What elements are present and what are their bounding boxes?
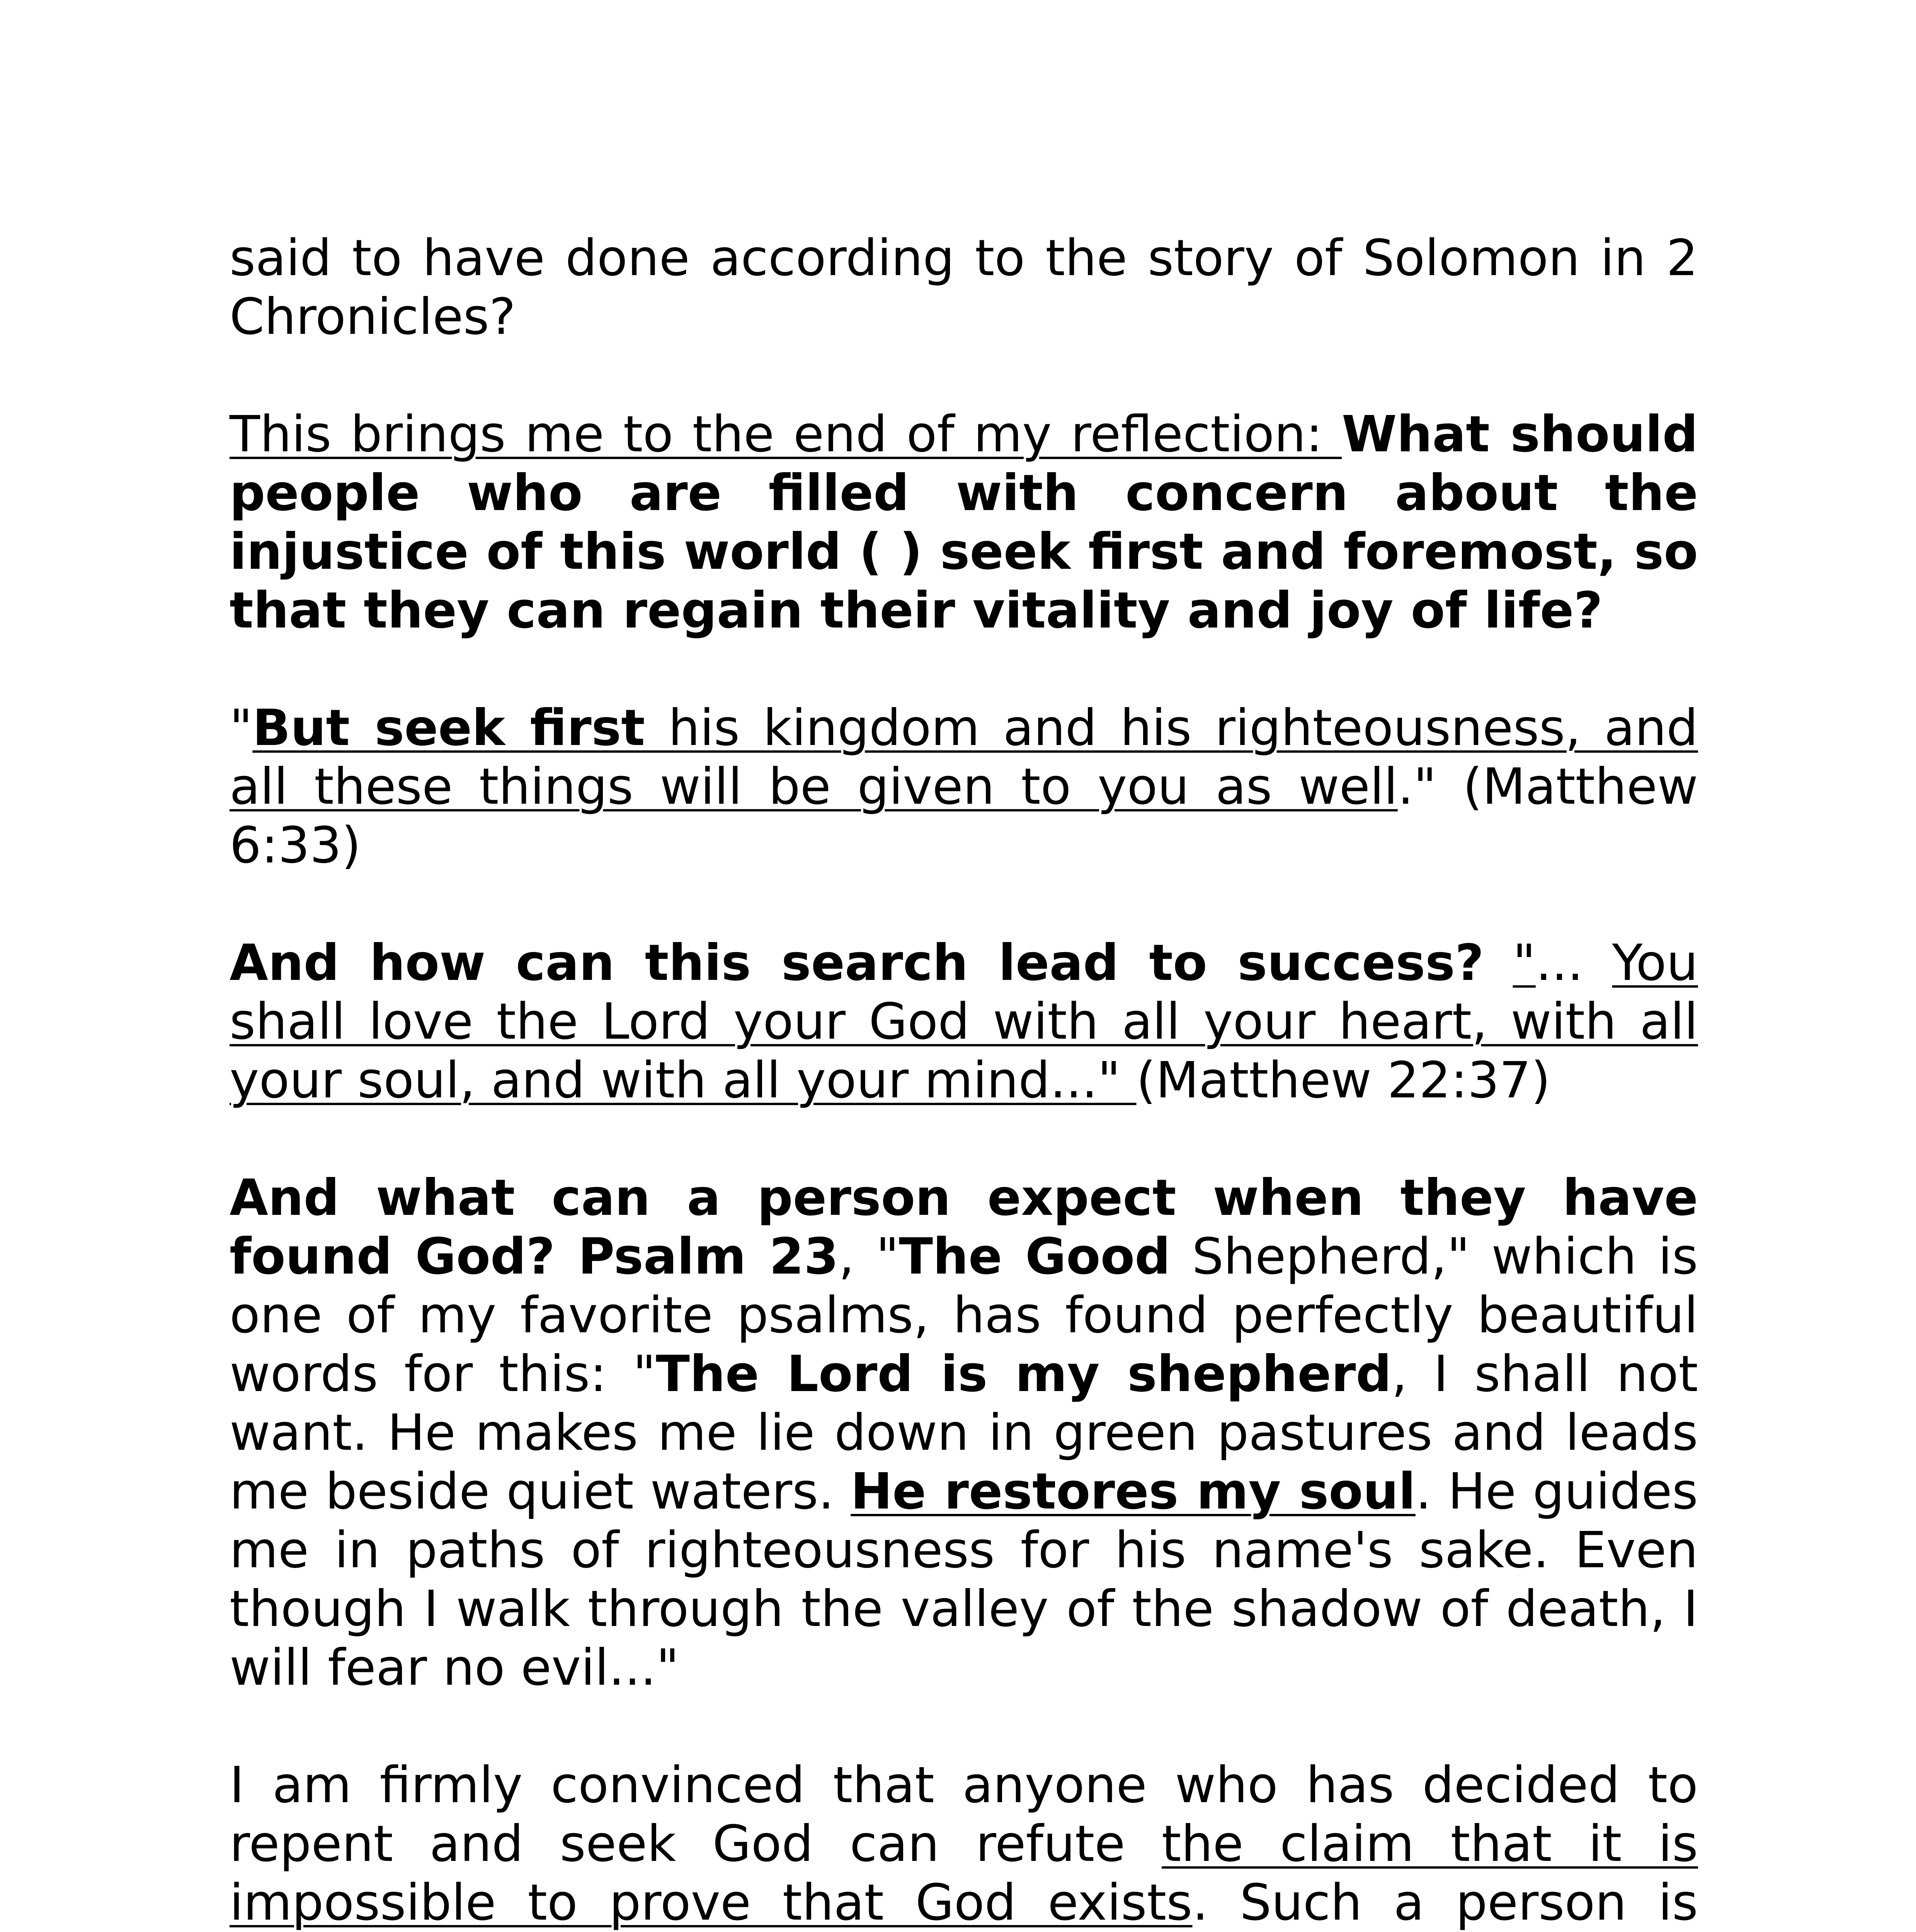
text-run: Shepherd," which is one of my favorite psalms, has found perfectly beautiful words for this: " xyxy=(230,1228,1698,1403)
paragraph xyxy=(230,699,1698,875)
body-text xyxy=(230,229,1698,1932)
text-run: said to have done according to the story of Solomon in 2 Chronicles? xyxy=(230,229,1698,346)
bold-text: The Good xyxy=(899,1228,1171,1286)
bold-text: The Lord is my shepherd xyxy=(656,1345,1392,1403)
text-run: ... xyxy=(1535,934,1612,992)
text-run: , I shall not want. He makes me lie down in green pastures and leads me beside quiet waters. xyxy=(230,1345,1698,1520)
text-run: , " xyxy=(838,1228,899,1286)
bold-text: And what can a person expect when they have found God? Psalm 23 xyxy=(230,1169,1698,1286)
paragraph xyxy=(230,405,1698,640)
underlined-quote: You shall love the Lord your God with all your heart, with all your soul, and with all your mind..." xyxy=(230,934,1698,1109)
underlined-text: " xyxy=(1513,934,1536,992)
citation: ." (Matthew 6:33) xyxy=(230,758,1698,874)
bold-underlined-text: He restores my soul xyxy=(851,1463,1416,1520)
text-run xyxy=(1484,934,1513,992)
citation: (Matthew 22:37) xyxy=(1136,1051,1551,1109)
text-run: I am firmly convinced that anyone who has decided to repent and seek God can refute xyxy=(230,1756,1698,1873)
underlined-text: This brings me to the end of my reflection: xyxy=(230,405,1342,463)
underlined-quote: his kingdom and his righteousness, and all these things will be given to you as well xyxy=(230,699,1698,816)
paragraph xyxy=(230,934,1698,1110)
text-run: " xyxy=(230,699,253,757)
text-run: . Such a person is xyxy=(1192,1874,1698,1932)
bold-question: And how can this search lead to success? xyxy=(230,934,1484,992)
underlined-text: the claim that it is impossible to prove that God exists xyxy=(230,1815,1698,1932)
bold-underlined-text: But seek first xyxy=(252,699,645,757)
bold-question: What should people who are filled with concern about the injustice of this world ( ) seek first and foremost, so that they can regain their vitality and joy of life? xyxy=(230,405,1698,639)
paragraph xyxy=(230,1756,1698,1932)
text-run: . He guides me in paths of righteousness for his name's sake. Even though I walk through the valley of the shadow of death, I will fear no evil..." xyxy=(230,1463,1698,1697)
paragraph xyxy=(230,229,1698,346)
paragraph xyxy=(230,1168,1698,1697)
